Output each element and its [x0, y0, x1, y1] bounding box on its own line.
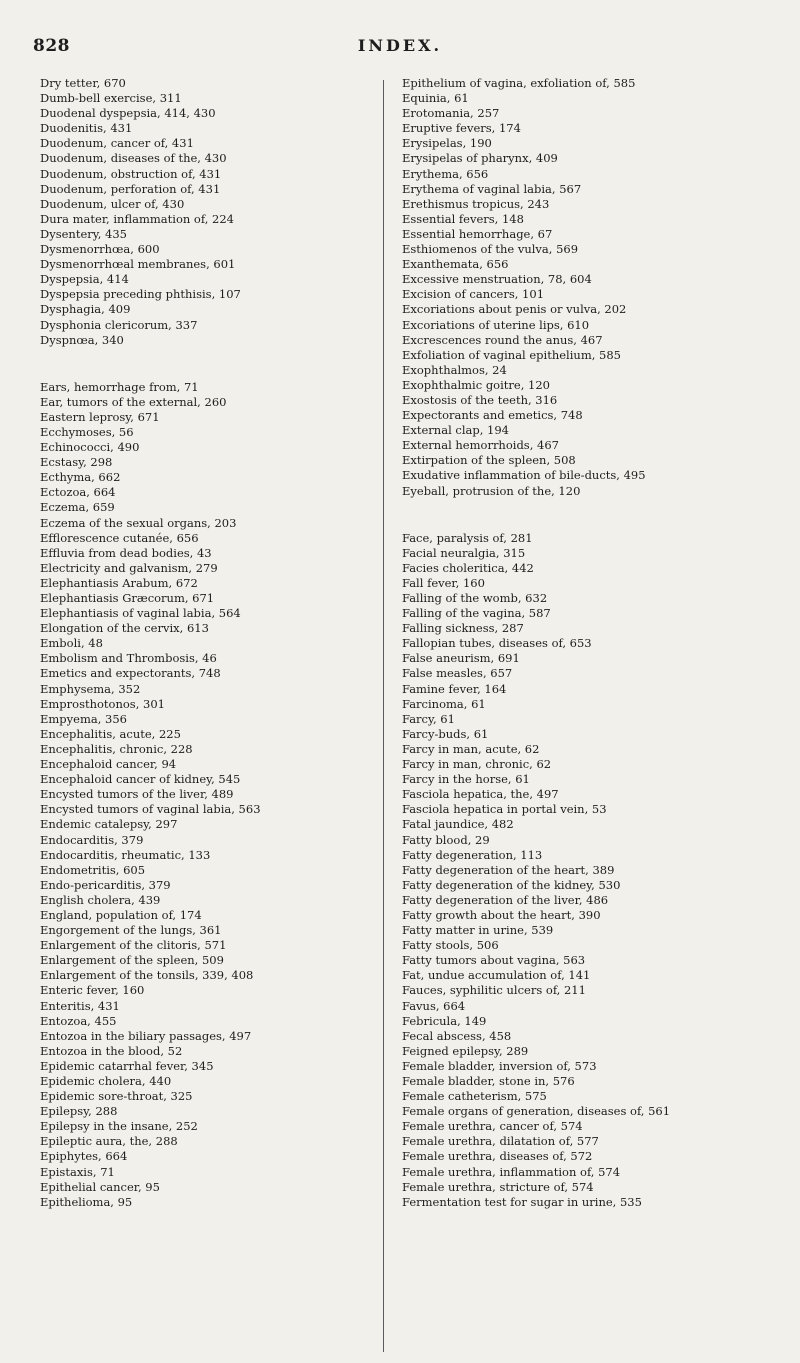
index-entry: External clap, 194: [402, 423, 509, 438]
column-divider: [383, 80, 384, 1352]
index-entry: Falling of the vagina, 587: [402, 606, 551, 621]
index-entry: Epilepsy, 288: [40, 1104, 118, 1119]
index-group-e-continued: [402, 76, 747, 499]
index-entry: Ecstasy, 298: [40, 455, 113, 470]
index-entry: Enlargement of the tonsils, 339, 408: [40, 968, 254, 983]
index-entry: Female bladder, stone in, 576: [402, 1074, 575, 1088]
index-entry: Encephaloid cancer, 94: [40, 757, 177, 772]
index-entry: Ecchymoses, 56: [40, 424, 134, 439]
index-entry: Excessive menstruation, 78, 604: [402, 272, 592, 287]
index-entry: Emphysema, 352: [40, 681, 141, 696]
index-entry: Ectozoa, 664: [40, 485, 116, 500]
index-entry: Encephaloid cancer of kidney, 545: [40, 772, 241, 787]
index-entry: Fat, undue accumulation of, 141: [402, 968, 591, 983]
index-entry: Enlargement of the spleen, 509: [40, 953, 224, 968]
index-entry: Farcy in man, acute, 62: [402, 741, 540, 756]
index-entry: England, population of, 174: [40, 907, 202, 922]
index-entry: Enteric fever, 160: [40, 983, 145, 998]
index-entry: Eruptive fevers, 174: [402, 121, 521, 136]
index-entry: Duodenal dyspepsia, 414, 430: [40, 106, 216, 121]
index-entry: Excrescences round the anus, 467: [402, 332, 603, 347]
index-entry: Female urethra, inflammation of, 574: [402, 1164, 621, 1179]
index-entry: Facies choleritica, 442: [402, 560, 534, 575]
index-entry: Dysphagia, 409: [40, 302, 131, 317]
index-entry: English cholera, 439: [40, 892, 161, 907]
index-entry: Duodenum, cancer of, 431: [40, 136, 194, 151]
index-entry: Famine fever, 164: [402, 681, 507, 696]
index-entry: Farcinoma, 61: [402, 696, 486, 711]
index-entry: Epidemic sore-throat, 325: [40, 1089, 193, 1104]
index-entry: Fasciola hepatica in portal vein, 53: [402, 802, 607, 817]
index-entry: Female organs of generation, diseases of, 561: [402, 1104, 671, 1119]
index-entry: Elephantiasis of vaginal labia, 564: [40, 606, 241, 621]
index-entry: Extirpation of the spleen, 508: [402, 453, 576, 468]
index-entry: Epithelial cancer, 95: [40, 1179, 160, 1194]
index-entry: Echinococci, 490: [40, 440, 140, 455]
index-entry: Dyspnœa, 340: [40, 332, 124, 347]
index-entry: Duodenum, diseases of the, 430: [40, 151, 227, 166]
index-entry: Erotomania, 257: [402, 106, 500, 121]
index-entry: Erythema of vaginal labia, 567: [402, 181, 582, 196]
index-entry: Face, paralysis of, 281: [402, 530, 533, 545]
index-entry: Exfoliation of vaginal epithelium, 585: [402, 347, 621, 362]
index-entry: Duodenum, obstruction of, 431: [40, 166, 222, 181]
index-entry: Eyeball, protrusion of the, 120: [402, 483, 581, 498]
index-entry: Encysted tumors of the liver, 489: [40, 787, 234, 802]
index-entry: Farcy-buds, 61: [402, 726, 489, 741]
index-entry: Fauces, syphilitic ulcers of, 211: [402, 983, 586, 998]
index-entry: Farcy in man, chronic, 62: [402, 757, 552, 772]
index-entry: Duodenum, perforation of, 431: [40, 181, 221, 196]
index-entry: Dura mater, inflammation of, 224: [40, 211, 234, 226]
index-entry: Fatty degeneration of the kidney, 530: [402, 877, 621, 892]
index-entry: Female catheterism, 575: [402, 1089, 547, 1104]
index-entry: Efflorescence cutanée, 656: [40, 530, 199, 545]
index-entry: Exophthalmos, 24: [402, 362, 507, 377]
index-entry: Fatty blood, 29: [402, 832, 490, 847]
index-entry: Farcy, 61: [402, 711, 455, 726]
index-entry: Facial neuralgia, 315: [402, 545, 526, 560]
index-entry: Epilepsy in the insane, 252: [40, 1119, 198, 1134]
index-entry: Fatty stools, 506: [402, 938, 499, 953]
index-entry: Endo-pericarditis, 379: [40, 877, 171, 892]
index-entry: Embolism and Thrombosis, 46: [40, 651, 217, 666]
index-entry: Exanthemata, 656: [402, 257, 509, 272]
index-entry: Female urethra, stricture of, 574: [402, 1179, 594, 1194]
index-entry: Elongation of the cervix, 613: [40, 621, 209, 636]
index-entry: Dumb-bell exercise, 311: [40, 91, 182, 106]
index-entry: Entozoa in the blood, 52: [40, 1043, 183, 1058]
index-entry: Female bladder, inversion of, 573: [402, 1058, 597, 1073]
index-entry: Endocarditis, rheumatic, 133: [40, 847, 211, 862]
index-entry: Eczema of the sexual organs, 203: [40, 515, 237, 530]
index-entry: Excoriations of uterine lips, 610: [402, 317, 590, 332]
index-entry: Epidemic cholera, 440: [40, 1074, 172, 1088]
index-entry: Encephalitis, chronic, 228: [40, 741, 193, 756]
index-entry: Excoriations about penis or vulva, 202: [402, 302, 627, 317]
index-entry: Exophthalmic goitre, 120: [402, 377, 550, 392]
index-entry: Fatty degeneration of the heart, 389: [402, 862, 615, 877]
index-entry: Farcy in the horse, 61: [402, 772, 530, 787]
index-entry: Endometritis, 605: [40, 862, 146, 877]
index-entry: Fall fever, 160: [402, 575, 485, 590]
index-entry: Eczema, 659: [40, 500, 115, 515]
page-number: 828: [33, 36, 70, 56]
index-entry: Female urethra, cancer of, 574: [402, 1119, 583, 1134]
index-entry: Fatal jaundice, 482: [402, 817, 514, 832]
index-entry: Favus, 664: [402, 998, 466, 1013]
index-entry: Dysphonia clericorum, 337: [40, 317, 198, 332]
index-group-f: [402, 531, 747, 1210]
index-group-d: [40, 76, 385, 348]
index-entry: Effluvia from dead bodies, 43: [40, 545, 212, 560]
index-entry: Duodenitis, 431: [40, 121, 133, 136]
index-entry: Epithelioma, 95: [40, 1194, 133, 1209]
group-spacer: [402, 499, 747, 531]
index-entry: Fatty matter in urine, 539: [402, 923, 554, 938]
index-entry: Expectorants and emetics, 748: [402, 408, 583, 423]
index-entry: Fallopian tubes, diseases of, 653: [402, 636, 592, 651]
index-entry: Emprosthotonos, 301: [40, 696, 165, 711]
index-entry: Dysmenorrhœal membranes, 601: [40, 257, 236, 272]
index-entry: Epithelium of vagina, exfoliation of, 585: [402, 76, 636, 90]
index-entry: Febricula, 149: [402, 1013, 487, 1028]
index-entry: Fatty tumors about vagina, 563: [402, 953, 586, 968]
index-column-left: [40, 76, 385, 1210]
index-entry: Feigned epilepsy, 289: [402, 1043, 529, 1058]
index-entry: Endocarditis, 379: [40, 832, 144, 847]
index-entry: Elephantiasis Arabum, 672: [40, 575, 198, 590]
index-entry: Encephalitis, acute, 225: [40, 726, 181, 741]
index-entry: Epileptic aura, the, 288: [40, 1134, 178, 1149]
index-entry: Female urethra, diseases of, 572: [402, 1149, 593, 1164]
index-entry: Fermentation test for sugar in urine, 535: [402, 1194, 642, 1209]
index-entry: False measles, 657: [402, 666, 513, 681]
index-column-right: [402, 76, 747, 1210]
index-entry: Empyema, 356: [40, 711, 127, 726]
index-entry: Exostosis of the teeth, 316: [402, 392, 558, 407]
index-entry: Dysmenorrhœa, 600: [40, 242, 160, 257]
index-entry: Epistaxis, 71: [40, 1164, 115, 1179]
index-entry: Enlargement of the clitoris, 571: [40, 938, 227, 953]
index-entry: Dyspepsia, 414: [40, 272, 129, 287]
index-entry: Elephantiasis Græcorum, 671: [40, 591, 215, 605]
index-entry: Female urethra, dilatation of, 577: [402, 1134, 599, 1149]
index-entry: Electricity and galvanism, 279: [40, 560, 218, 575]
index-entry: Ear, tumors of the external, 260: [40, 394, 227, 409]
index-entry: Erysipelas, 190: [402, 136, 492, 151]
index-entry: Exudative inflammation of bile-ducts, 495: [402, 468, 646, 483]
index-entry: Epiphytes, 664: [40, 1149, 128, 1164]
index-entry: Erythema, 656: [402, 166, 489, 181]
index-entry: Fasciola hepatica, the, 497: [402, 787, 559, 802]
index-entry: Fatty degeneration of the liver, 486: [402, 892, 609, 907]
group-spacer: [40, 348, 385, 380]
index-entry: Essential hemorrhage, 67: [402, 226, 553, 241]
index-entry: Dyspepsia preceding phthisis, 107: [40, 287, 241, 302]
index-entry: Dysentery, 435: [40, 226, 127, 241]
index-entry: Encysted tumors of vaginal labia, 563: [40, 802, 261, 817]
index-entry: Entozoa, 455: [40, 1013, 117, 1028]
index-entry: Emetics and expectorants, 748: [40, 666, 221, 681]
index-entry: Engorgement of the lungs, 361: [40, 923, 222, 938]
index-entry: Entozoa in the biliary passages, 497: [40, 1028, 252, 1043]
index-entry: Dry tetter, 670: [40, 76, 126, 90]
index-entry: Excision of cancers, 101: [402, 287, 545, 302]
index-group-e: [40, 380, 385, 1210]
index-entry: Equinia, 61: [402, 91, 469, 106]
index-entry: Fatty growth about the heart, 390: [402, 907, 601, 922]
index-entry: Emboli, 48: [40, 636, 103, 651]
index-entry: External hemorrhoids, 467: [402, 438, 559, 453]
index-entry: Esthiomenos of the vulva, 569: [402, 242, 579, 257]
index-entry: Epidemic catarrhal fever, 345: [40, 1058, 214, 1073]
index-entry: Falling of the womb, 632: [402, 591, 548, 605]
index-entry: Enteritis, 431: [40, 998, 120, 1013]
index-entry: Essential fevers, 148: [402, 211, 524, 226]
index-entry: Falling sickness, 287: [402, 621, 524, 636]
index-entry: Ears, hemorrhage from, 71: [40, 379, 199, 394]
running-head-title: INDEX.: [357, 36, 443, 55]
index-entry: Endemic catalepsy, 297: [40, 817, 178, 832]
index-entry: Duodenum, ulcer of, 430: [40, 196, 185, 211]
index-entry: False aneurism, 691: [402, 651, 520, 666]
index-entry: Erethismus tropicus, 243: [402, 196, 550, 211]
index-entry: Eastern leprosy, 671: [40, 409, 160, 424]
index-entry: Fecal abscess, 458: [402, 1028, 512, 1043]
index-entry: Erysipelas of pharynx, 409: [402, 151, 558, 166]
index-entry: Fatty degeneration, 113: [402, 847, 543, 862]
index-entry: Ecthyma, 662: [40, 470, 121, 485]
